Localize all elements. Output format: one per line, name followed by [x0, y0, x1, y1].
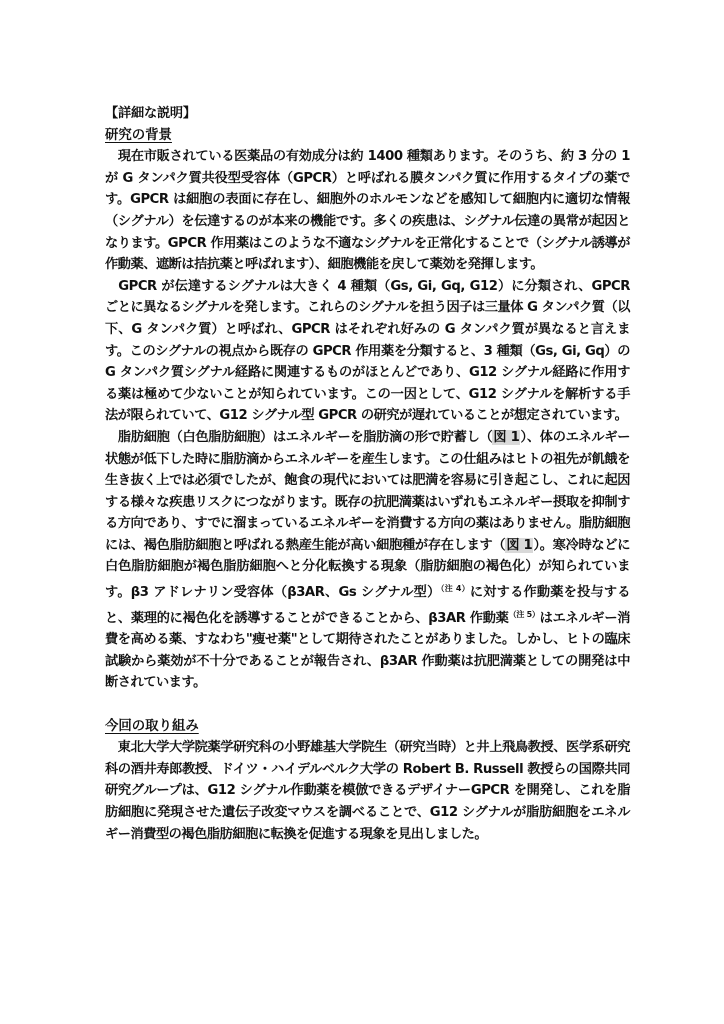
figure-1-reference[interactable]: 図 1 — [506, 537, 533, 553]
background-paragraph-1 — [105, 146, 630, 276]
document-page — [105, 103, 630, 845]
text-segment: 現在市販されている医薬品の有効成分は約 1400 種類あります。そのうち、約 3 分の 1 が G タンパク質共役型受容体（GPCR）と呼ばれる膜タンパク質に作用するタイプの薬です。GPCR は細胞の表面に存在し、細胞外のホルモンなどを感知して細胞内に適切な情報（シグナル）を伝達するのが本来の機能です。多くの疾患は、シグナル伝達の異常が起因となります。GPCR 作用薬はこのような不適なシグナルを正常化することで（シグナル誘導が作動薬、遮断は拮抗薬と呼ばれます）、細胞機能を戻して薬効を発揮します。 — [105, 149, 630, 273]
section-spacer — [105, 694, 630, 716]
current-work-paragraph-1 — [105, 737, 630, 845]
background-paragraph-2 — [105, 276, 630, 427]
text-segment: 東北大学大学院薬学研究科の小野雄基大学院生（研究当時）と井上飛鳥教授、医学系研究科の酒井寿郎教授、ドイツ・ハイデルベルク大学の Robert B. Russell 教授らの国際共同研究グループは、G12 シグナル作動薬を模倣できるデザイナーGPCR を開発し、これを脂肪細胞に発現させた遺伝子改変マウスを調べることで、G12 シグナルが脂肪細胞をエネルギー消費型の褐色脂肪細胞に転換を促進する現象を見出しました。 — [105, 740, 630, 842]
text-segment: はエネルギー消費を高める薬、すなわち"痩せ薬"として期待されたことがありました。しかし、ヒトの臨床試験から薬効が不十分であることが報告され、β3AR 作動薬は抗肥満薬としての開発は中断されています。 — [105, 610, 630, 691]
background-heading: 研究の背景 — [105, 127, 172, 143]
text-segment: 脂肪細胞（白色脂肪細胞）はエネルギーを脂肪滴の形で貯蓄し（ — [105, 429, 493, 445]
text-segment: ）。寒冷時などに白色脂肪細胞が褐色脂肪細胞へと分化転換する現象（脂肪細胞の褐色化）が知られています。β3 アドレナリン受容体（β3AR、Gs シグナル型） — [105, 537, 630, 601]
text-segment: に対する作動薬を投与すると、薬理的に褐色化を誘導することができることから、β3AR 作動薬 — [105, 585, 630, 626]
text-segment: GPCR が伝達するシグナルは大きく 4 種類（Gs, Gi, Gq, G12）に分類され、GPCR ごとに異なるシグナルを発します。これらのシグナルを担う因子は三量体 G タンパク質（以下、G タンパク質）と呼ばれ、GPCR はそれぞれ好みの G タンパク質が異なると言えます。このシグナルの視点から既存の GPCR 作用薬を分類すると、3 種類（Gs, Gi, Gq）の G タンパク質シグナル経路に関連するものがほとんどであり、G12 シグナル経路に作用する薬は極めて少ないことが知られています。この一因として、G12 シグナルを解析する手法が限られていて、G12 シグナル型 GPCR の研究が遅れていることが想定されています。 — [105, 278, 630, 424]
text-segment: ）、体のエネルギー状態が低下した時に脂肪滴からエネルギーを産生します。この仕組みはヒトの祖先が飢餓を生き抜く上では必須でしたが、飽食の現代においては肥満を容易に引き起こし、これに起因する様々な疾患リスクにつながります。既存の抗肥満薬はいずれもエネルギー摂取を抑制する方向であり、すでに溜まっているエネルギーを消費する方向の薬はありません。脂肪細胞には、褐色脂肪細胞と呼ばれる熱産生能が高い細胞種が存在します（ — [105, 429, 630, 553]
note-4-reference: （注 4） — [440, 584, 470, 594]
figure-1-reference[interactable]: 図 1 — [493, 429, 520, 445]
current-work-heading: 今回の取り組み — [105, 718, 199, 734]
section-label: 【詳細な説明】 — [105, 106, 196, 121]
note-5-reference: （注 5） — [508, 609, 540, 619]
background-paragraph-3 — [105, 427, 630, 694]
